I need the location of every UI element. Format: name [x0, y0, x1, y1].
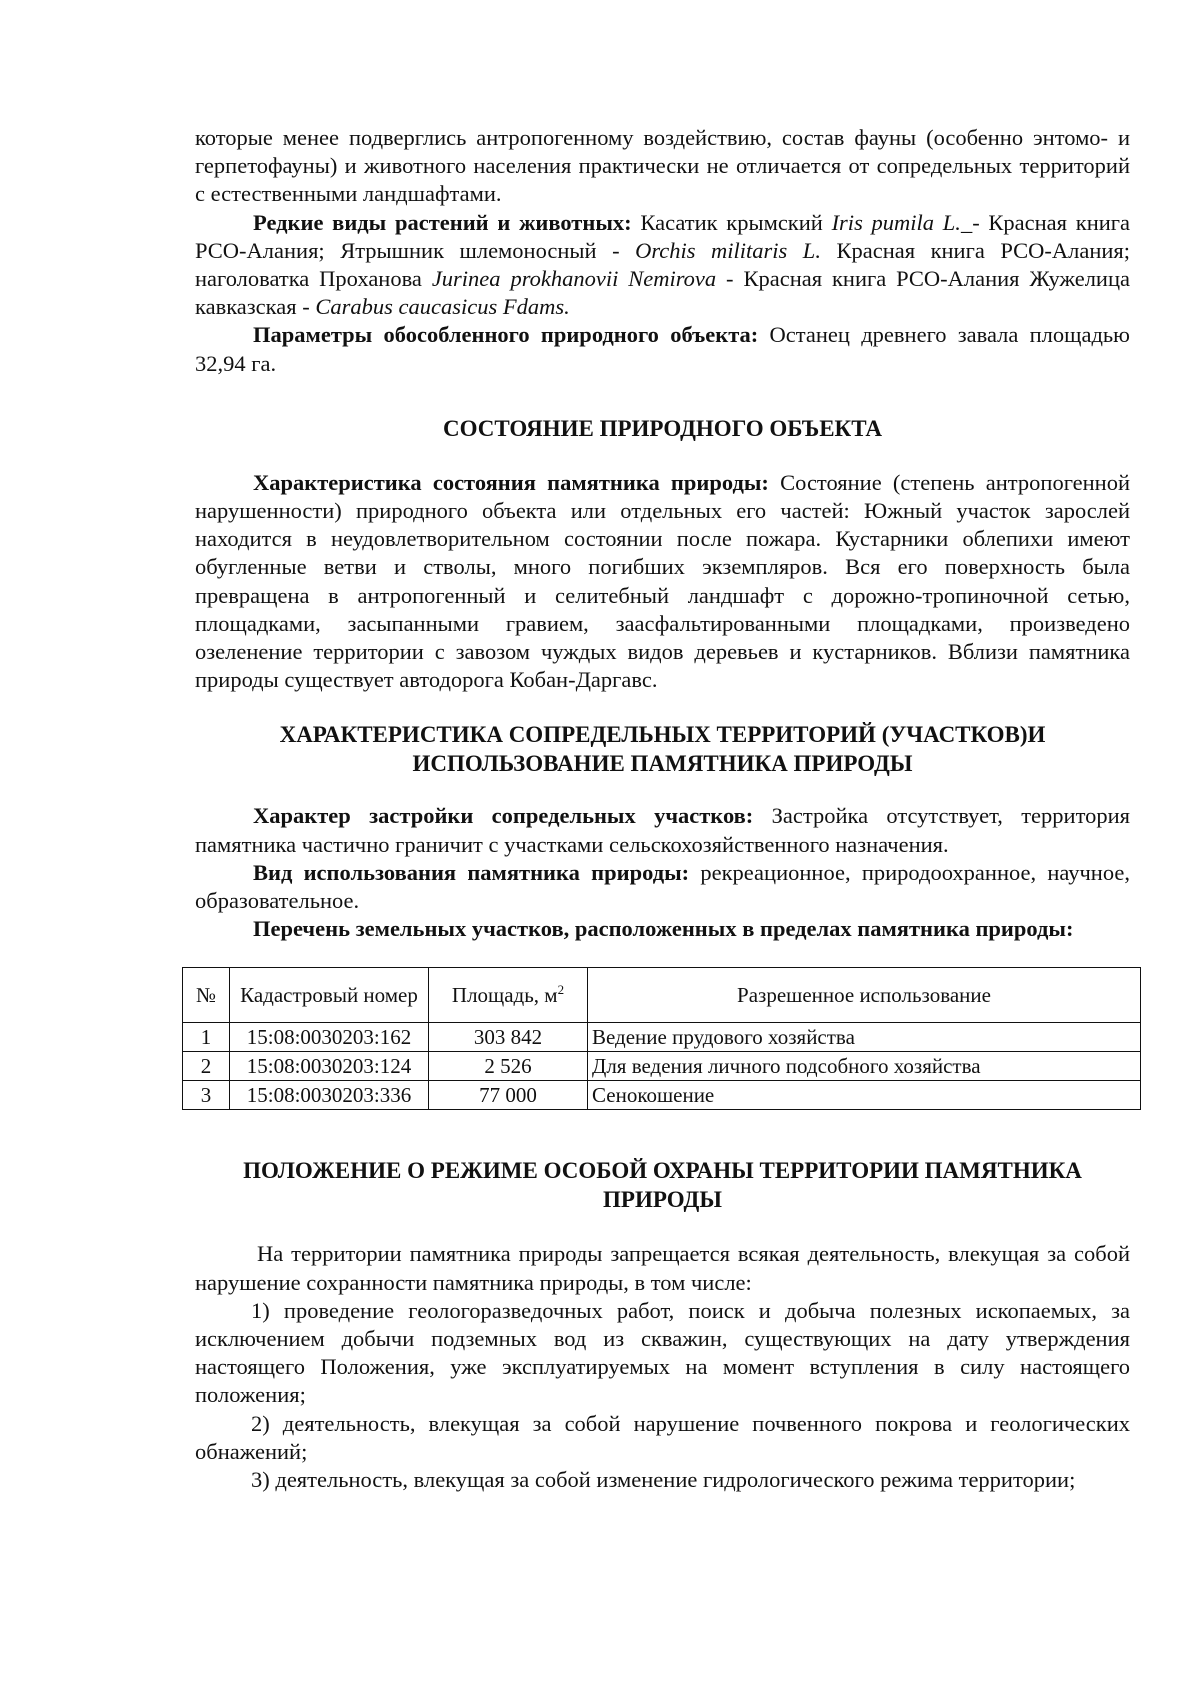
- land-plots-table: [182, 967, 1141, 1110]
- header-cadastral: Кадастровый номер: [230, 968, 429, 1023]
- cell-area: 2 526: [429, 1052, 588, 1081]
- parameters-label: Параметры обособленного природного объекта:: [253, 322, 759, 348]
- table-row: [183, 1052, 1141, 1081]
- rare-text-2: _- Красная книга РСО-Алания; Ятрышник шлемоносный -: [195, 209, 1130, 263]
- cell-use: Для ведения личного подсобного хозяйства: [588, 1052, 1141, 1081]
- species-iris: Iris pumila L.: [831, 209, 961, 235]
- usage-paragraph: [195, 859, 1130, 915]
- species-carabus: Carabus caucasicus Fdams.: [315, 294, 570, 320]
- rare-species-label: Редкие виды растений и животных:: [253, 209, 632, 235]
- regime-intro-paragraph: На территории памятника природы запрещается всякая деятельность, влекущая за собой нарушение сохранности памятника природы, в том числе:: [195, 1241, 1130, 1295]
- plots-list-label: Перечень земельных участков, расположенных в пределах памятника природы:: [253, 916, 1074, 942]
- rare-text-1: Касатик крымский: [631, 209, 832, 235]
- cell-number: 3: [183, 1081, 230, 1110]
- species-jurinea: Jurinea prokhanovii Nemirova: [431, 266, 717, 292]
- table-header-row: [183, 968, 1141, 1023]
- cell-use: Сенокошение: [588, 1081, 1141, 1110]
- continuation-paragraph: которые менее подверглись антропогенному воздействию, состав фауны (особенно энтомо- и герпетофауны) и животного населения практически не отличается от сопредельных территорий с естественными ландшафтами.: [195, 125, 1130, 207]
- regime-heading-line-1: ПОЛОЖЕНИЕ О РЕЖИМЕ ОСОБОЙ ОХРАНЫ ТЕРРИТОРИИ ПАМЯТНИКА: [243, 1158, 1082, 1184]
- usage-text: рекреационное, природоохранное, научное, образовательное.: [195, 859, 1130, 914]
- header-use: Разрешенное использование: [588, 968, 1141, 1023]
- cell-cadastral: 15:08:0030203:336: [230, 1081, 429, 1110]
- rare-text-4: - Красная книга РСО-Алания Жужелица кавказская -: [195, 266, 1130, 320]
- regime-item-3: 3) деятельность, влекущая за собой изменение гидрологического режима территории;: [251, 1467, 1076, 1493]
- header-number: №: [183, 968, 230, 1023]
- cell-area: 77 000: [429, 1081, 588, 1110]
- cell-use: Ведение прудового хозяйства: [588, 1023, 1141, 1052]
- cell-number: 1: [183, 1023, 230, 1052]
- state-paragraph: [195, 469, 1130, 695]
- table-row: [183, 1081, 1141, 1110]
- regime-heading: [195, 1156, 1130, 1214]
- building-text: Застройка отсутствует, территория памятника частично граничит с участками сельскохозяйственного назначения.: [195, 803, 1130, 857]
- parameters-text: Останец древнего завала площадью 32,94 га.: [195, 322, 1130, 376]
- rare-text-3: Красная книга РСО-Алания; наголоватка Проханова: [195, 237, 1130, 292]
- header-area: [429, 968, 588, 1023]
- regime-heading-line-2: ПРИРОДЫ: [603, 1187, 722, 1213]
- cell-cadastral: 15:08:0030203:124: [230, 1052, 429, 1081]
- species-orchis: Orchis militaris L.: [635, 237, 821, 263]
- usage-label: Вид использования памятника природы:: [253, 859, 690, 885]
- cell-area: 303 842: [429, 1023, 588, 1052]
- regime-item-2: 2) деятельность, влекущая за собой нарушение почвенного покрова и геологических обнажений;: [195, 1410, 1130, 1464]
- building-paragraph: [195, 802, 1130, 858]
- document-body: [195, 124, 1130, 1494]
- adjacent-heading-line-1: ХАРАКТЕРИСТИКА СОПРЕДЕЛЬНЫХ ТЕРРИТОРИЙ (УЧАСТКОВ)И: [279, 722, 1046, 748]
- regime-item-1: 1) проведение геологоразведочных работ, поиск и добыча полезных ископаемых, за исключением добычи подземных вод из скважин, существующих на дату утверждения настоящего Положения, уже эксплуатируемых на момент вступления в силу настоящего положения;: [195, 1297, 1130, 1408]
- building-label: Характер застройки сопредельных участков:: [253, 803, 754, 829]
- state-label: Характеристика состояния памятника природы:: [253, 469, 769, 495]
- adjacent-heading: [195, 720, 1130, 778]
- header-area-label: Площадь, м: [451, 983, 558, 1008]
- header-area-sup: 2: [557, 982, 565, 998]
- rare-species-paragraph: [195, 209, 1130, 322]
- table-row: [183, 1023, 1141, 1052]
- parameters-paragraph: [195, 321, 1130, 377]
- state-text: Состояние (степень антропогенной нарушенности) природного объекта или отдельных его частей: Южный участок зарослей находится в неудовлетворительном состоянии после пожара. Кустарники облепихи имеют обугленные ветви и стволы, много погибших экземпляров. Вся его поверхность была превращена в антропогенный и селитебный ландшафт с дорожно-тропиночной сетью, площадками, засыпанными гравием, заасфальтированными площадками, произведено озеленение территории с завозом чуждых видов деревьев и кустарников. Вблизи памятника природы существует автодорога Кобан-Даргавс.: [195, 469, 1130, 693]
- cell-number: 2: [183, 1052, 230, 1081]
- state-heading: СОСТОЯНИЕ ПРИРОДНОГО ОБЪЕКТА: [442, 415, 883, 441]
- cell-cadastral: 15:08:0030203:162: [230, 1023, 429, 1052]
- adjacent-heading-line-2: ИСПОЛЬЗОВАНИЕ ПАМЯТНИКА ПРИРОДЫ: [412, 751, 913, 777]
